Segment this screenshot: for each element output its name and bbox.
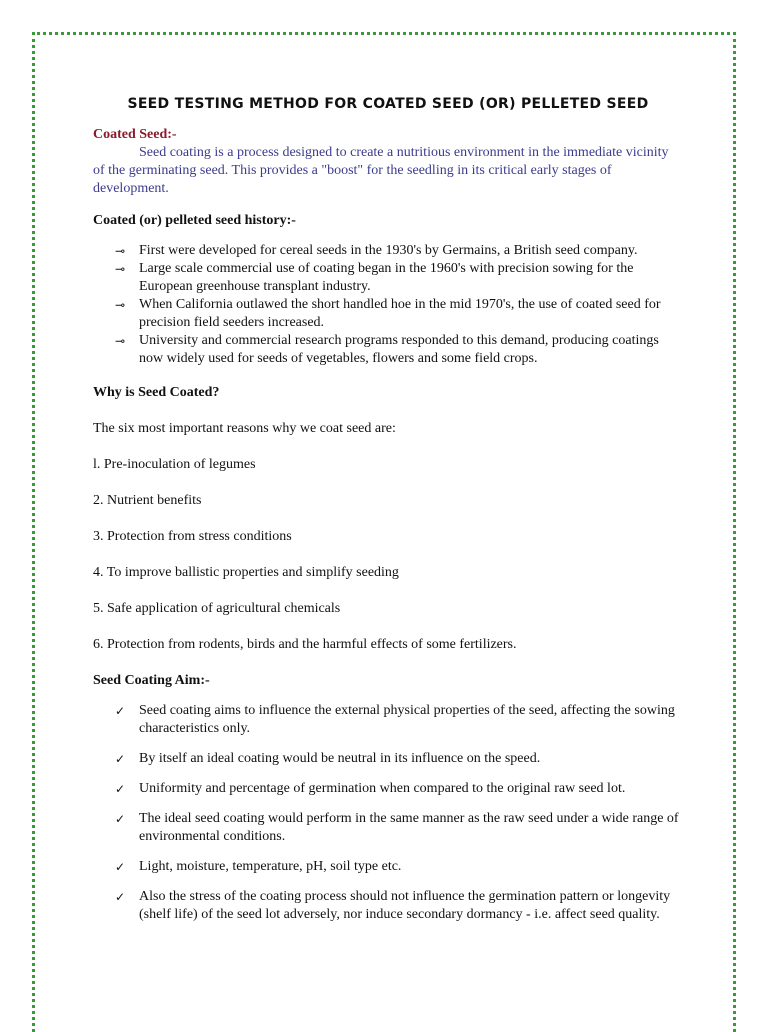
reason-item: 2. Nutrient benefits xyxy=(93,493,202,508)
reason-item: 4. To improve ballistic properties and simplify seeding xyxy=(93,565,399,580)
aim-item xyxy=(115,810,683,846)
checkmark-icon: ✓ xyxy=(115,890,126,904)
why-heading: Why is Seed Coated? xyxy=(93,385,220,400)
reason-item: 5. Safe application of agricultural chemicals xyxy=(93,601,341,616)
document-title: SEED TESTING METHOD FOR COATED SEED (OR) PELLETED SEED xyxy=(127,96,649,112)
reason-item: 6. Protection from rodents, birds and the harmful effects of some fertilizers. xyxy=(93,637,517,652)
history-item-text: University and commercial research programs responded to this demand, producing coatings now widely used for seeds of vegetables, flowers and some field crops. xyxy=(139,333,659,366)
intro-paragraph: Seed coating is a process designed to create a nutritious environment in the immediate vicinity of the germinating seed. This provides a "boost" for the seedling in its critical early stages of development. xyxy=(93,145,669,196)
checkmark-icon: ✓ xyxy=(115,704,126,718)
aim-item xyxy=(115,780,683,798)
aim-item-text: The ideal seed coating would perform in the same manner as the raw seed under a wide range of environmental conditions. xyxy=(139,811,679,844)
aim-item xyxy=(115,858,683,876)
history-list xyxy=(93,242,683,368)
reason-item: l. Pre-inoculation of legumes xyxy=(93,457,256,472)
aim-item xyxy=(115,702,683,738)
arrow-bullet-icon: ⊸ xyxy=(115,298,126,312)
arrow-bullet-icon: ⊸ xyxy=(115,244,126,258)
history-item-text: When California outlawed the short handled hoe in the mid 1970's, the use of coated seed for precision field seeders increased. xyxy=(139,297,661,330)
aim-item-text: Seed coating aims to influence the external physical properties of the seed, affecting the sowing characteristics only. xyxy=(139,703,675,736)
aim-item-text: Uniformity and percentage of germination when compared to the original raw seed lot. xyxy=(139,781,626,796)
reason-item: 3. Protection from stress conditions xyxy=(93,529,292,544)
history-heading: Coated (or) pelleted seed history:- xyxy=(93,213,296,228)
aim-list xyxy=(93,702,683,924)
aim-item-text: By itself an ideal coating would be neutral in its influence on the speed. xyxy=(139,751,541,766)
aim-item-text: Also the stress of the coating process should not influence the germination pattern or longevity (shelf life) of the seed lot adversely, nor induce secondary dormancy - i.e. affect seed quality. xyxy=(139,889,671,922)
history-item xyxy=(115,332,683,368)
aim-heading: Seed Coating Aim:- xyxy=(93,673,210,688)
why-intro: The six most important reasons why we coat seed are: xyxy=(93,421,396,436)
checkmark-icon: ✓ xyxy=(115,860,126,874)
arrow-bullet-icon: ⊸ xyxy=(115,334,126,348)
coated-seed-heading: Coated Seed:- xyxy=(93,127,177,142)
history-item xyxy=(115,296,683,332)
checkmark-icon: ✓ xyxy=(115,782,126,796)
aim-item-text: Light, moisture, temperature, pH, soil type etc. xyxy=(139,859,402,874)
arrow-bullet-icon: ⊸ xyxy=(115,262,126,276)
aim-item xyxy=(115,750,683,768)
document-body xyxy=(93,96,683,936)
aim-item xyxy=(115,888,683,924)
history-item xyxy=(115,260,683,296)
checkmark-icon: ✓ xyxy=(115,812,126,826)
history-item xyxy=(115,242,683,260)
checkmark-icon: ✓ xyxy=(115,752,126,766)
history-item-text: First were developed for cereal seeds in the 1930's by Germains, a British seed company. xyxy=(139,243,638,258)
history-item-text: Large scale commercial use of coating began in the 1960's with precision sowing for the European greenhouse transplant industry. xyxy=(139,261,634,294)
